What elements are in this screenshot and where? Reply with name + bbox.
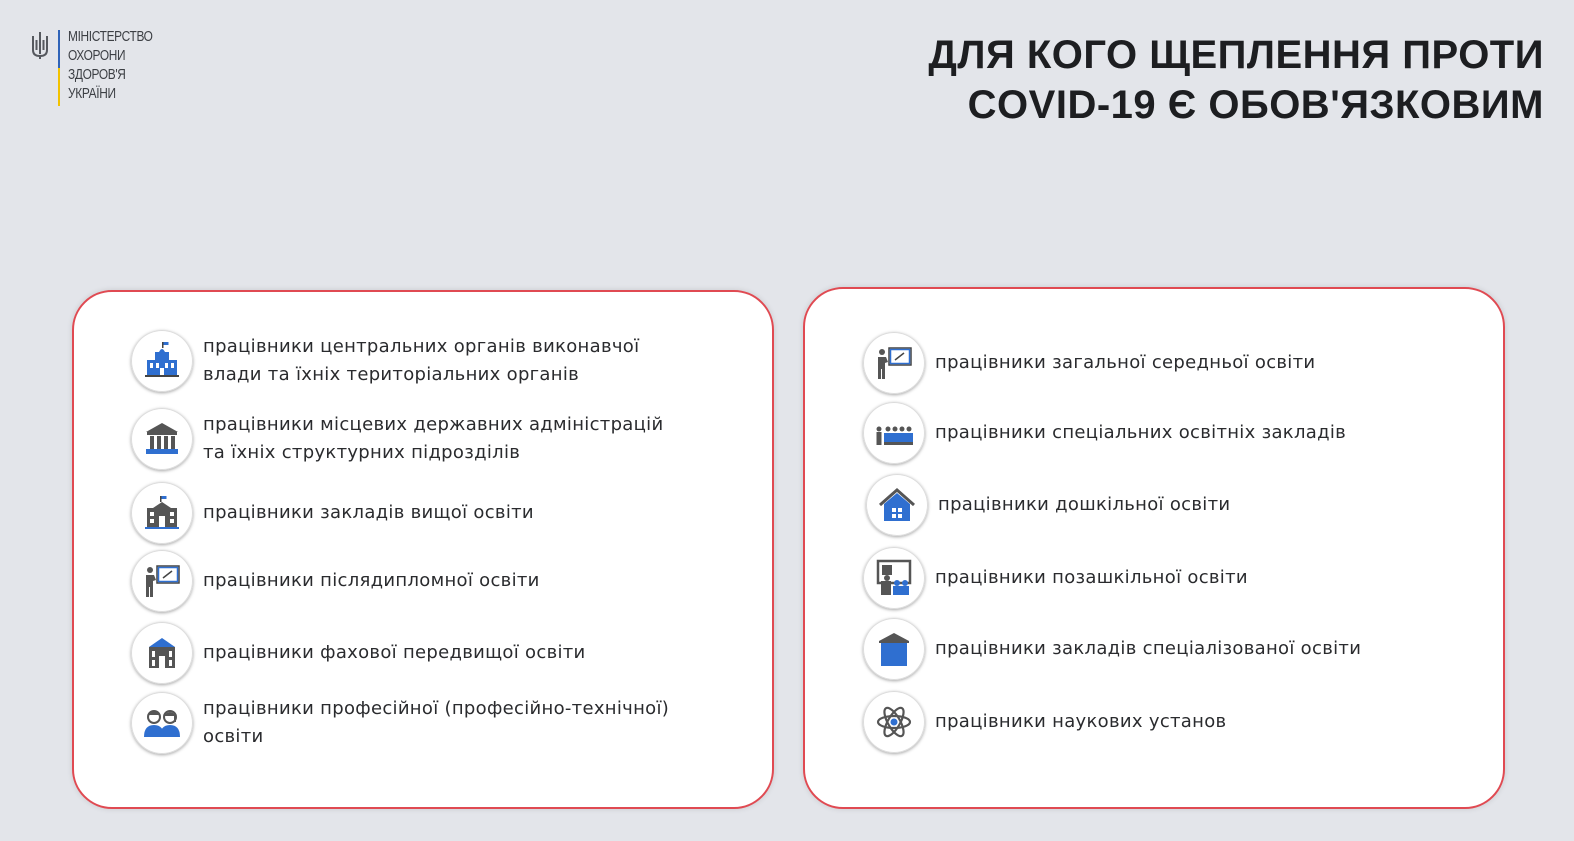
logo-text: [68, 28, 153, 104]
list-item-label: [935, 635, 1361, 663]
label-line: працівники професійної (професійно-технічної): [203, 698, 670, 719]
list-item: [131, 408, 663, 470]
label-line: працівники загальної середньої освіти: [935, 352, 1316, 373]
ministry-logo: [30, 28, 171, 106]
logo-flag-bar: [58, 30, 60, 106]
list-item: [863, 618, 1361, 680]
label-line: працівники дошкільної освіти: [938, 494, 1231, 515]
government-building-icon: [131, 330, 193, 392]
list-item: [131, 482, 534, 544]
specialized-building-icon: [863, 618, 925, 680]
logo-line: УКРАЇНИ: [68, 86, 116, 102]
label-line: працівники позашкільної освіти: [935, 567, 1248, 588]
page-title: [928, 30, 1544, 130]
list-item: [863, 691, 1226, 753]
right-panel: [803, 287, 1505, 809]
logo-line: МІНІСТЕРСТВО: [68, 29, 153, 45]
list-item-label: [203, 567, 540, 595]
logo-line: ЗДОРОВ'Я: [68, 67, 126, 83]
label-line: освіти: [203, 726, 264, 747]
presentation-icon: [863, 547, 925, 609]
label-line: працівники центральних органів виконавчої: [203, 336, 640, 357]
college-building-icon: [131, 622, 193, 684]
list-item: [131, 550, 540, 612]
label-line: працівники спеціальних освітніх закладів: [935, 422, 1347, 443]
label-line: працівники місцевих державних адміністрацій: [203, 414, 664, 435]
university-building-icon: [131, 482, 193, 544]
label-line: та їхніх структурних підрозділів: [203, 442, 521, 463]
list-item-label: [935, 419, 1346, 447]
title-line-1: ДЛЯ КОГО ЩЕПЛЕННЯ ПРОТИ: [928, 33, 1544, 77]
teacher-board-icon: [863, 332, 925, 394]
label-line: влади та їхніх територіальних органів: [203, 364, 580, 385]
trident-icon: [30, 30, 50, 60]
label-line: працівники наукових установ: [935, 711, 1227, 732]
list-item-label: [938, 491, 1230, 519]
label-line: працівники закладів вищої освіти: [203, 502, 534, 523]
list-item-label: [203, 333, 639, 389]
left-panel: [72, 290, 774, 809]
list-item-label: [203, 411, 663, 467]
list-item: [863, 402, 1346, 464]
list-item-label: [935, 708, 1226, 736]
list-item-label: [203, 639, 586, 667]
list-item: [863, 547, 1248, 609]
label-line: працівники фахової передвищої освіти: [203, 642, 586, 663]
label-line: працівники закладів спеціалізованої освіти: [935, 638, 1362, 659]
house-icon: [866, 474, 928, 536]
list-item: [131, 330, 639, 392]
students-icon: [131, 692, 193, 754]
label-line: працівники післядипломної освіти: [203, 570, 540, 591]
teacher-board-icon: [131, 550, 193, 612]
columns-building-icon: [131, 408, 193, 470]
title-line-2: COVID-19 Є ОБОВ'ЯЗКОВИМ: [967, 83, 1544, 127]
list-item-label: [203, 695, 669, 751]
atom-icon: [863, 691, 925, 753]
list-item: [131, 692, 669, 754]
list-item-label: [935, 564, 1248, 592]
classroom-icon: [863, 402, 925, 464]
list-item-label: [203, 499, 534, 527]
list-item: [131, 622, 586, 684]
list-item-label: [935, 349, 1315, 377]
logo-line: ОХОРОНИ: [68, 48, 126, 64]
list-item: [863, 332, 1315, 394]
list-item: [866, 474, 1230, 536]
